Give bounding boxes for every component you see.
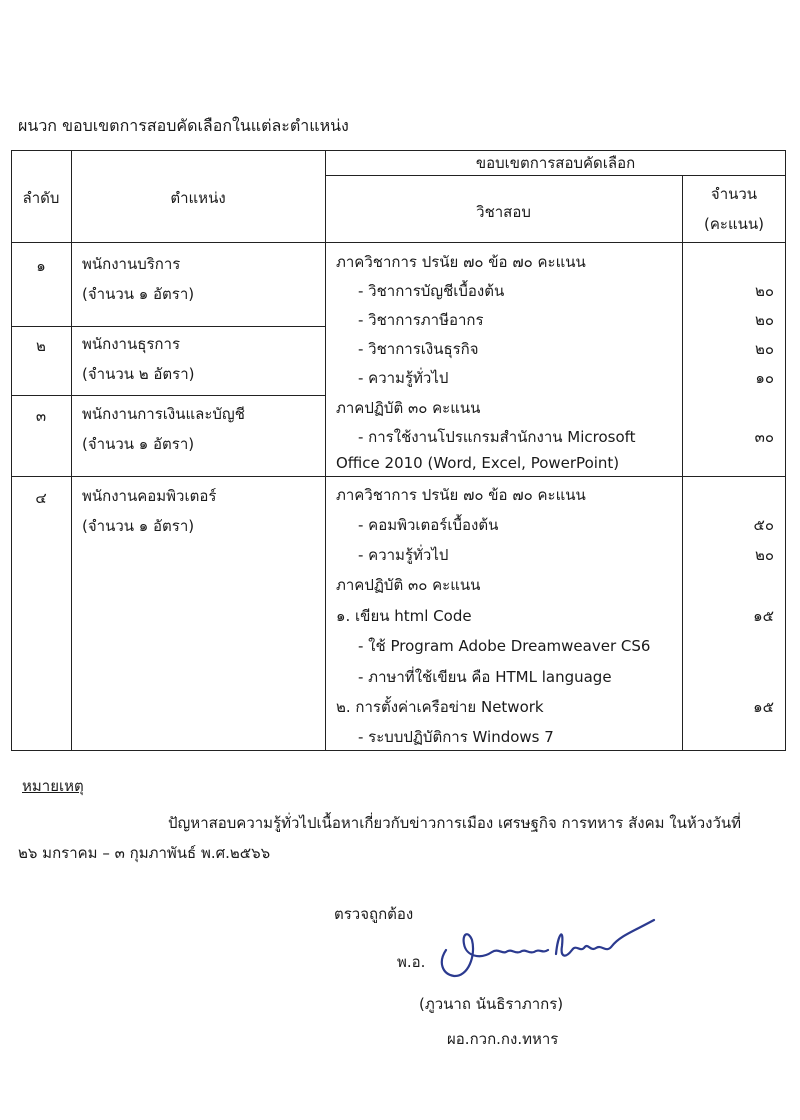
signature-image [432,916,662,986]
remarks-line-2: ๒๖ มกราคม – ๓ กุมภาพันธ์ พ.ศ.๒๕๖๖ [18,844,271,862]
header-score-line1: จำนวน [710,185,758,203]
score-b-5: ๑๕ [753,607,774,625]
row1-divider [11,326,325,327]
table-border-left [11,150,12,751]
subject-b-5: ๑. เขียน html Code [336,607,472,625]
row2-divider [11,395,325,396]
subject-b-8: ๒. การตั้งค่าเครือข่าย Network [336,698,544,716]
score-b-8: ๑๕ [753,698,774,716]
position-1-count: (จำนวน ๑ อัตรา) [82,285,195,303]
score-b-2: ๕๐ [753,516,774,534]
table-border-bottom [11,750,786,751]
position-2-name: พนักงานธุรการ [82,335,180,353]
position-1-name: พนักงานบริการ [82,255,181,273]
subject-a-4: - วิชาการเงินธุรกิจ [358,340,479,358]
score-a-5: ๑๐ [755,369,774,387]
header-subject: วิชาสอบ [476,203,531,221]
subject-b-2: - คอมพิวเตอร์เบื้องต้น [358,516,499,534]
subject-b-9: - ระบบปฏิบัติการ Windows 7 [358,728,554,746]
position-1-no: ๑ [36,257,46,275]
header-exam-scope: ขอบเขตการสอบคัดเลือก [475,154,636,172]
header-bottom-line [11,242,786,243]
subject-a-8: Office 2010 (Word, Excel, PowerPoint) [336,454,620,472]
subject-a-5: - ความรู้ทั่วไป [358,369,449,387]
subject-b-4: ภาคปฏิบัติ ๓๐ คะแนน [336,576,481,594]
position-4-name: พนักงานคอมพิวเตอร์ [82,487,217,505]
position-2-count: (จำนวน ๒ อัตรา) [82,365,195,383]
score-a-7: ๓๐ [754,428,774,446]
table-border-right [785,150,786,751]
position-3-count: (จำนวน ๑ อัตรา) [82,435,195,453]
subject-a-6: ภาคปฏิบัติ ๓๐ คะแนน [336,399,481,417]
score-a-3: ๒๐ [754,311,774,329]
signer-position: ผอ.กวก.กง.ทหาร [447,1030,559,1048]
group-divider [11,476,786,477]
signer-name: (ภูวนาถ นันธิราภากร) [419,995,564,1013]
score-b-3: ๒๐ [754,546,774,564]
position-3-no: ๓ [35,407,47,425]
col-divider-position [325,150,326,751]
subject-a-7: - การใช้งานโปรแกรมสำนักงาน Microsoft [358,428,636,446]
annex-heading: ผนวก ขอบเขตการสอบคัดเลือกในแต่ละตำแหน่ง [18,116,349,135]
remarks-line-1: ปัญหาสอบความรู้ทั่วไปเนื้อหาเกี่ยวกับข่าวการเมือง เศรษฐกิจ การทหาร สังคม ในห้วงวันที่ [168,814,742,832]
header-score-line2: (คะแนน) [704,215,764,233]
position-3-name: พนักงานการเงินและบัญชี [82,405,245,423]
subject-b-7: - ภาษาที่ใช้เขียน คือ HTML language [358,668,612,686]
remarks-title: หมายเหตุ [22,777,84,795]
exam-scope-table [11,150,786,752]
subject-a-3: - วิชาการภาษีอากร [358,311,484,329]
subject-b-3: - ความรู้ทั่วไป [358,546,449,564]
verified-label: ตรวจถูกต้อง [334,905,414,923]
position-2-no: ๒ [36,337,46,355]
signer-rank: พ.อ. [397,953,426,971]
subject-b-1: ภาควิชาการ ปรนัย ๗๐ ข้อ ๗๐ คะแนน [336,486,586,504]
remarks-body [18,808,793,868]
score-a-4: ๒๐ [754,340,774,358]
col-divider-subject [682,175,683,751]
subject-b-6: - ใช้ Program Adobe Dreamweaver CS6 [358,637,651,655]
table-border-top [11,150,786,151]
subject-a-2: - วิชาการบัญชีเบื้องต้น [358,282,505,300]
col-divider-order [71,150,72,751]
position-4-count: (จำนวน ๑ อัตรา) [82,517,195,535]
header-group-divider [325,175,786,176]
score-a-2: ๒๐ [754,282,774,300]
subject-a-1: ภาควิชาการ ปรนัย ๗๐ ข้อ ๗๐ คะแนน [336,253,586,271]
header-position: ตำแหน่ง [170,189,226,207]
position-4-no: ๔ [35,489,47,507]
header-order: ลำดับ [22,189,60,207]
